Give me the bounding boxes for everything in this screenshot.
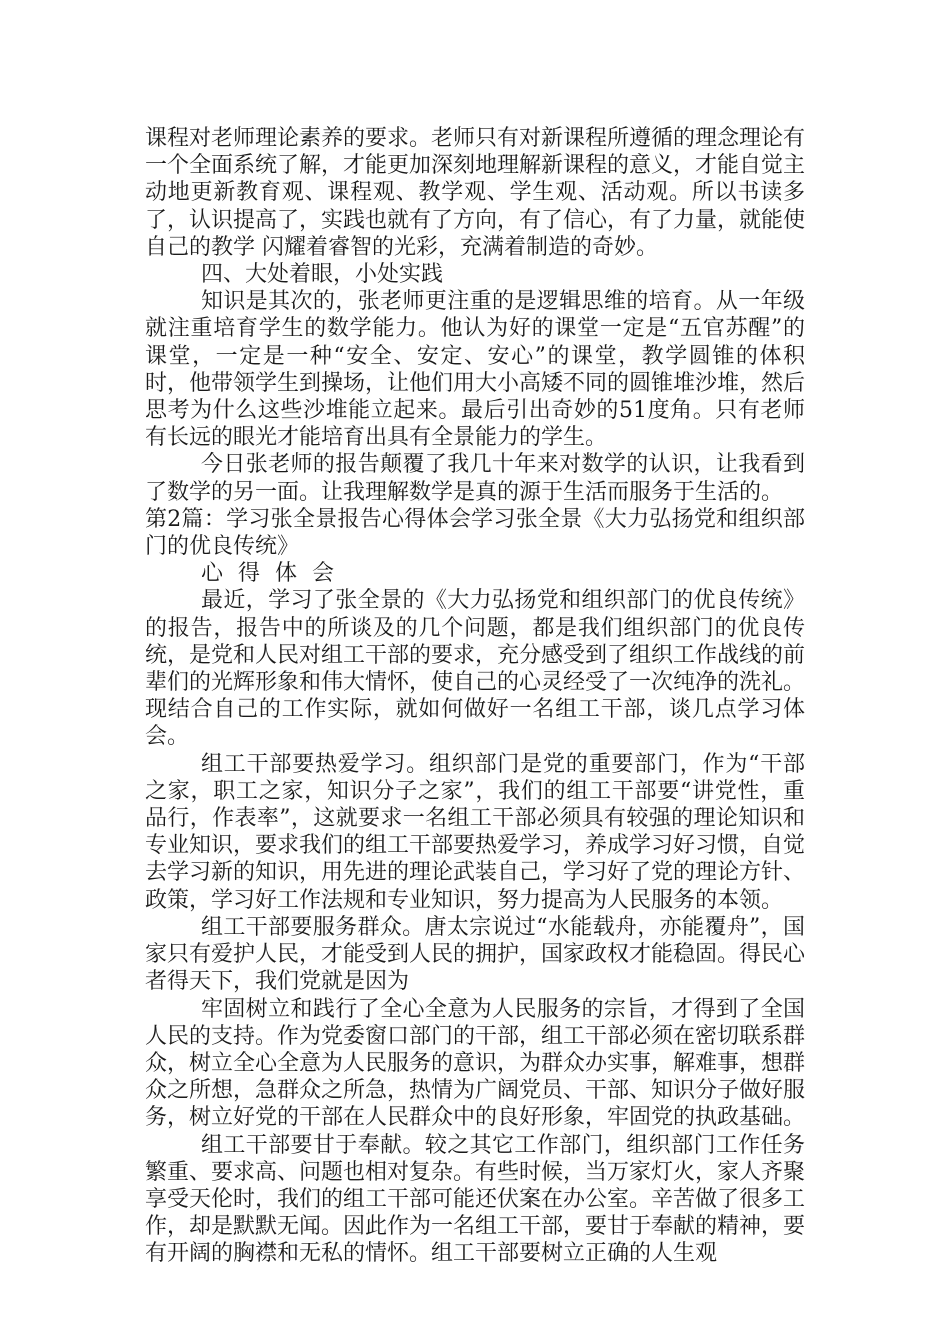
paragraph-1: 课程对老师理论素养的要求。老师只有对新课程所遵循的理念理论有一个全面系统了解，才能更加深刻地理解新课程的意义，才能自觉主动地更新教育观、课程观、教学观、学生观、活动观。所以书读多了，认识提高了，实践也就有了方向，有了信心，有了力量，就能使自己的教学 闪耀着睿智的光彩，充满着制造的奇妙。 <box>145 126 806 260</box>
article-title: 第2篇：学习张全景报告心得体会学习张全景《大力弘扬党和组织部门的优良传统》 <box>145 506 805 560</box>
paragraph-5: 组工干部要热爱学习。组织部门是党的重要部门，作为“干部之家，职工之家，知识分子之家”，我们的组工干部要“讲党性，重品行，作表率”，这就要求一名组工干部必须具有较强的理论知识和专业知识，要求我们的组工干部要热爱学习，养成学习好习惯，自觉去学习新的知识，用先进的理论武装自己，学习好了党的理论方针、政策，学习好工作法规和专业知识，努力提高为人民服务的本领。 <box>145 751 806 913</box>
document-page <box>145 125 805 1268</box>
paragraph-6: 组工干部要服务群众。唐太宗说过“水能载舟，亦能覆舟”，国家只有爱护人民，才能受到人民的拥护，国家政权才能稳固。得民心者得天下，我们党就是因为 <box>145 914 806 995</box>
subtitle-heading: 心 得 体 会 <box>201 561 338 587</box>
paragraph-8: 组工干部要甘于奉献。较之其它工作部门，组织部门工作任务繁重、要求高、问题也相对复杂。有些时候，当万家灯火，家人齐聚享受天伦时，我们的组工干部可能还伏案在办公室。辛苦做了很多工作，却是默默无闻。因此作为一名组工干部，要甘于奉献的精神，要有开阔的胸襟和无私的情怀。组工干部要树立正确的人生观 <box>145 1132 806 1267</box>
paragraph-2: 知识是其次的，张老师更注重的是逻辑思维的培育。从一年级就注重培育学生的数学能力。他认为好的课堂一定是“五官苏醒”的课堂，一定是一种“安全、安定、安心”的课堂，教学圆锥的体积时，他带领学生到操场，让他们用大小高矮不同的圆锥堆沙堆，然后思考为什么这些沙堆能立起来。最后引出奇妙的51度角。只有老师有长远的眼光才能培育出具有全景能力的学生。 <box>145 289 806 451</box>
section-heading-4: 四、大处着眼，小处实践 <box>201 262 444 288</box>
paragraph-4: 最近，学习了张全景的《大力弘扬党和组织部门的优良传统》的报告，报告中的所谈及的几个问题，都是我们组织部门的优良传统，是党和人民对组工干部的要求，充分感受到了组织工作战线的前辈们的光辉形象和伟大情怀，使自己的心灵经受了一次纯净的洗礼。现结合自己的工作实际，就如何做好一名组工干部，谈几点学习体会。 <box>145 588 806 750</box>
paragraph-7: 牢固树立和践行了全心全意为人民服务的宗旨，才得到了全国人民的支持。作为党委窗口部门的干部，组工干部必须在密切联系群众，树立全心全意为人民服务的意识，为群众办实事，解难事，想群众之所想，急群众之所急，热情为广阔党员、干部、知识分子做好服务，树立好党的干部在人民群众中的良好形象，牢固党的执政基础。 <box>145 996 806 1131</box>
paragraph-3: 今日张老师的报告颠覆了我几十年来对数学的认识，让我看到了数学的另一面。让我理解数学是真的源于生活而服务于生活的。 <box>145 452 805 505</box>
